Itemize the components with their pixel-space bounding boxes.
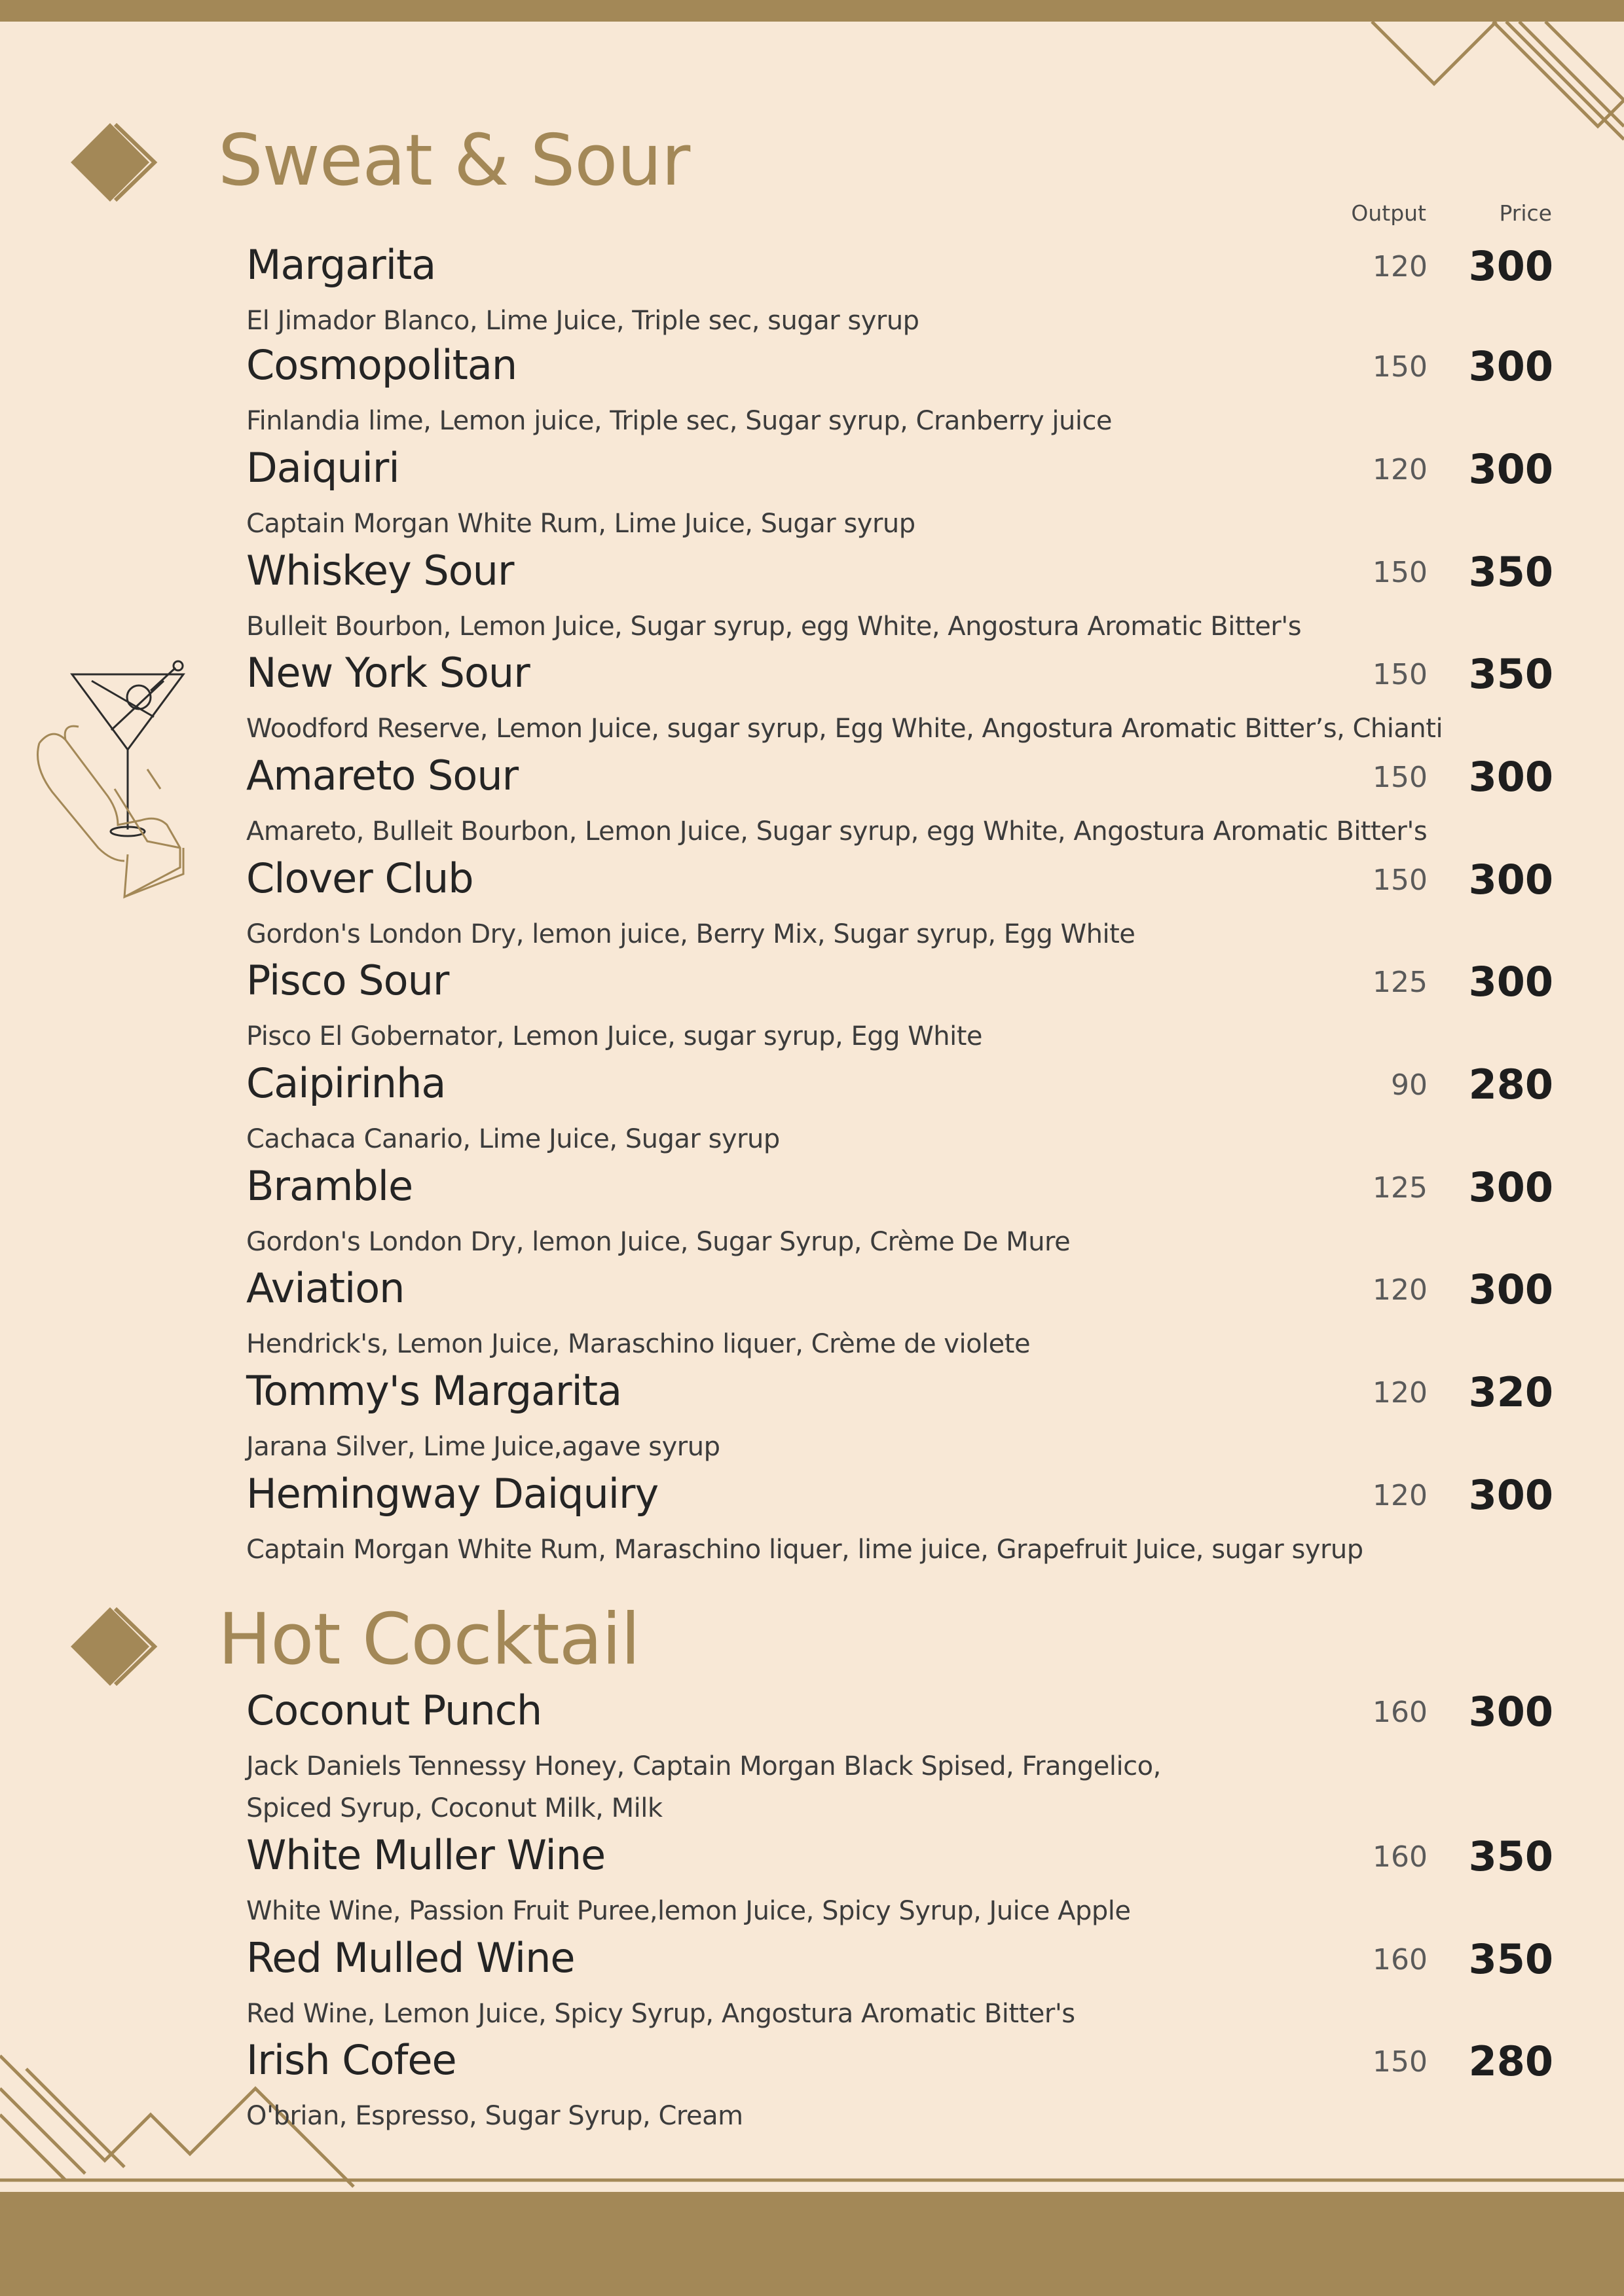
ingredients-line: El Jimador Blanco, Lime Juice, Triple sec, sugar syrup — [246, 306, 919, 336]
item-output: 160 — [1373, 1943, 1428, 1977]
ingredients-line: Captain Morgan White Rum, Maraschino liquer, lime juice, Grapefruit Juice, sugar syrup — [246, 1535, 1363, 1565]
item-price: 300 — [1468, 856, 1553, 903]
item-name: Bramble — [246, 1162, 413, 1210]
item-ingredients — [246, 606, 1301, 647]
item-name: Red Mulled Wine — [246, 1934, 575, 1982]
ingredients-line: Cachaca Canario, Lime Juice, Sugar syrup — [246, 1124, 780, 1154]
item-output: 125 — [1373, 1171, 1428, 1205]
item-ingredients — [246, 708, 1443, 750]
item-ingredients — [246, 1745, 1161, 1829]
item-price: 300 — [1468, 242, 1553, 290]
item-output: 120 — [1373, 250, 1428, 283]
item-output: 120 — [1373, 1273, 1428, 1307]
item-ingredients — [246, 1993, 1075, 2035]
menu-item — [246, 241, 1556, 343]
item-price: 300 — [1468, 1266, 1553, 1313]
ingredients-line: Gordon's London Dry, lemon juice, Berry Mix, Sugar syrup, Egg White — [246, 919, 1135, 949]
menu-item — [246, 1934, 1556, 2036]
ingredients-line: Gordon's London Dry, lemon Juice, Sugar Syrup, Crème De Mure — [246, 1227, 1071, 1257]
item-name: Aviation — [246, 1264, 405, 1312]
menu-item — [246, 2036, 1556, 2138]
item-price: 320 — [1468, 1368, 1553, 1416]
item-name: Pisco Sour — [246, 957, 449, 1004]
item-ingredients — [246, 1221, 1070, 1263]
ingredients-line: Hendrick's, Lemon Juice, Maraschino liquer, Crème de violete — [246, 1329, 1031, 1359]
menu-item — [246, 547, 1556, 649]
ingredients-line: White Wine, Passion Fruit Puree,lemon Juice, Spicy Syrup, Juice Apple — [246, 1896, 1131, 1926]
section-title-hot-cocktail: Hot Cocktail — [218, 1599, 640, 1681]
item-price: 300 — [1468, 1471, 1553, 1519]
item-ingredients — [246, 913, 1135, 955]
item-ingredients — [246, 400, 1112, 442]
item-output: 120 — [1373, 453, 1428, 486]
item-output: 150 — [1373, 864, 1428, 897]
menu-item — [246, 752, 1556, 854]
ingredients-line: Red Wine, Lemon Juice, Spicy Syrup, Angostura Aromatic Bitter's — [246, 1999, 1075, 2029]
ingredients-line: Finlandia lime, Lemon juice, Triple sec, Sugar syrup, Cranberry juice — [246, 406, 1113, 436]
item-ingredients — [246, 1529, 1363, 1571]
item-name: Amareto Sour — [246, 752, 519, 799]
menu-item — [246, 1686, 1556, 1823]
menu-item — [246, 1831, 1556, 1933]
menu-item — [246, 854, 1556, 957]
ingredients-line: Pisco El Gobernator, Lemon Juice, sugar syrup, Egg White — [246, 1021, 983, 1051]
ingredients-line: Spiced Syrup, Coconut Milk, Milk — [246, 1793, 663, 1823]
menu-item — [246, 1264, 1556, 1366]
item-output: 160 — [1373, 1696, 1428, 1729]
item-price: 300 — [1468, 958, 1553, 1006]
item-output: 150 — [1373, 761, 1428, 794]
item-price: 350 — [1468, 650, 1553, 698]
item-price: 280 — [1468, 2037, 1553, 2085]
item-ingredients — [246, 1323, 1030, 1365]
ingredients-line: Jarana Silver, Lime Juice,agave syrup — [246, 1432, 720, 1462]
diamond-icon — [71, 123, 164, 202]
ingredients-line: Jack Daniels Tennessy Honey, Captain Morgan Black Spised, Frangelico, — [246, 1751, 1161, 1781]
menu-item — [246, 341, 1556, 443]
price-column-header: Price — [1499, 200, 1552, 226]
item-name: Cosmopolitan — [246, 341, 517, 389]
menu-item — [246, 1059, 1556, 1161]
item-name: Daiquiri — [246, 444, 399, 492]
item-price: 300 — [1468, 753, 1553, 801]
ingredients-line: Captain Morgan White Rum, Lime Juice, Sugar syrup — [246, 509, 915, 539]
item-ingredients — [246, 1890, 1130, 1932]
item-name: Caipirinha — [246, 1059, 446, 1107]
item-ingredients — [246, 503, 915, 545]
item-price: 280 — [1468, 1061, 1553, 1108]
menu-item — [246, 444, 1556, 546]
item-ingredients — [246, 1118, 780, 1160]
menu-item — [246, 1367, 1556, 1469]
item-price: 300 — [1468, 1688, 1553, 1736]
item-output: 120 — [1373, 1376, 1428, 1410]
diamond-icon — [71, 1607, 164, 1686]
item-name: White Muller Wine — [246, 1831, 606, 1879]
item-name: Hemingway Daiquiry — [246, 1470, 659, 1518]
menu-item — [246, 1162, 1556, 1264]
item-ingredients — [246, 2095, 743, 2137]
item-name: Coconut Punch — [246, 1686, 542, 1734]
item-price: 300 — [1468, 445, 1553, 493]
martini-glass-hand-icon — [26, 651, 223, 913]
bottom-border — [0, 2192, 1624, 2296]
item-name: Tommy's Margarita — [246, 1367, 622, 1415]
item-ingredients — [246, 811, 1427, 852]
item-ingredients — [246, 1015, 982, 1057]
item-name: New York Sour — [246, 649, 530, 697]
section-title-sweat-sour: Sweat & Sour — [218, 120, 690, 202]
item-price: 350 — [1468, 1935, 1553, 1983]
item-name: Margarita — [246, 241, 436, 289]
menu-item — [246, 1470, 1556, 1572]
menu-item — [246, 957, 1556, 1059]
item-name: Clover Club — [246, 854, 473, 902]
item-ingredients — [246, 300, 919, 342]
item-output: 150 — [1373, 350, 1428, 384]
item-name: Irish Cofee — [246, 2036, 456, 2084]
output-column-header: Output — [1351, 200, 1426, 226]
item-output: 150 — [1373, 556, 1428, 589]
ingredients-line: Bulleit Bourbon, Lemon Juice, Sugar syrup, egg White, Angostura Aromatic Bitter's — [246, 611, 1302, 642]
item-price: 350 — [1468, 1832, 1553, 1880]
menu-item — [246, 649, 1556, 751]
item-ingredients — [246, 1426, 720, 1468]
item-output: 125 — [1373, 966, 1428, 999]
item-output: 150 — [1373, 658, 1428, 691]
item-output: 160 — [1373, 1840, 1428, 1874]
item-price: 300 — [1468, 342, 1553, 390]
ingredients-line: Woodford Reserve, Lemon Juice, sugar syrup, Egg White, Angostura Aromatic Bitter’s, Chianti — [246, 714, 1443, 744]
item-output: 120 — [1373, 1479, 1428, 1512]
item-output: 150 — [1373, 2045, 1428, 2079]
item-output: 90 — [1391, 1068, 1428, 1102]
item-price: 350 — [1468, 548, 1553, 596]
item-price: 300 — [1468, 1163, 1553, 1211]
ingredients-line: O'brian, Espresso, Sugar Syrup, Cream — [246, 2101, 743, 2131]
ingredients-line: Amareto, Bulleit Bourbon, Lemon Juice, Sugar syrup, egg White, Angostura Aromatic Bitter's — [246, 816, 1428, 847]
item-name: Whiskey Sour — [246, 547, 514, 594]
